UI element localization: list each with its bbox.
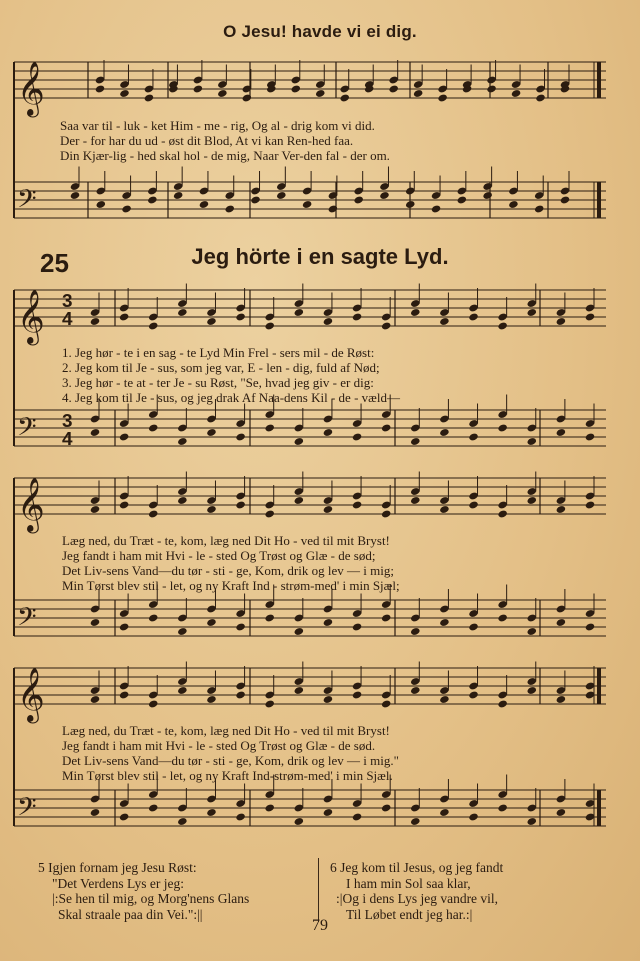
stanza-line: |:Se hen til mig, og Morg'nens Glans xyxy=(52,891,250,906)
note-head xyxy=(439,695,449,704)
lyric-line: 2. Jeg kom til Je - sus, som jeg var, E - len - dig, fuld af Nød; xyxy=(62,360,380,375)
note-head xyxy=(410,627,420,636)
note-head xyxy=(148,321,158,330)
lyric-line: Det Liv-sens Vand—du tør - sti - ge, Kom, drik og lev — i mig; xyxy=(62,563,394,578)
note-head xyxy=(235,312,245,321)
note-head xyxy=(90,695,100,704)
note-head xyxy=(250,195,260,204)
note-head xyxy=(90,808,100,817)
note-head xyxy=(468,690,478,699)
note-head xyxy=(144,93,154,102)
note-head xyxy=(177,496,187,505)
note-head xyxy=(148,509,158,518)
note-head xyxy=(381,803,391,812)
time-signature: 4 xyxy=(62,309,73,331)
note-head xyxy=(482,191,492,200)
note-head xyxy=(206,505,216,514)
note-head xyxy=(527,496,537,505)
note-head xyxy=(206,618,216,627)
note-head xyxy=(235,432,245,441)
note-head xyxy=(497,423,507,432)
note-head xyxy=(315,89,325,98)
note-head xyxy=(527,627,537,636)
lyric-line: Jeg fandt i ham mit Hvi - le - sted Og Trøst og Glæ - de sød. xyxy=(62,738,376,753)
note-head xyxy=(556,317,566,326)
note-head xyxy=(302,200,312,209)
bass-clef: 𝄢 xyxy=(17,413,37,448)
note-head xyxy=(585,500,595,509)
final-bar xyxy=(597,182,601,218)
note-head xyxy=(90,618,100,627)
note-head xyxy=(199,200,209,209)
lyric-line: Din Kjær-lig - hed skal hol - de mig, Naar Ver-den fal - der om. xyxy=(60,148,390,163)
note-head xyxy=(556,695,566,704)
note-head xyxy=(235,622,245,631)
note-head xyxy=(206,695,216,704)
lyric-line: Læg ned, du Træt - te, kom, læg ned Dit Ho - ved til mit Bryst! xyxy=(62,723,390,738)
hymn-number: 25 xyxy=(40,248,69,278)
note-head xyxy=(439,505,449,514)
note-head xyxy=(381,613,391,622)
note-head xyxy=(486,84,496,93)
system2-lyrics xyxy=(62,533,400,593)
time-signature: 3 xyxy=(62,411,73,433)
note-head xyxy=(535,93,545,102)
note-head xyxy=(206,428,216,437)
lyric-line: 4. Jeg kom til Je - sus, og jeg drak Af Naa-dens Kil - de - væld— xyxy=(62,390,400,405)
treble-clef: 𝄞 xyxy=(17,62,45,116)
note-head xyxy=(381,321,391,330)
note-head xyxy=(177,308,187,317)
lyric-line: Det Liv-sens Vand—du tør - sti - ge, Kom, drik og lev — i mig." xyxy=(62,753,399,768)
note-head xyxy=(148,803,158,812)
note-head xyxy=(206,317,216,326)
note-head xyxy=(381,509,391,518)
stanza-line: 6 Jeg kom til Jesus, og jeg fandt xyxy=(330,860,504,875)
note-head xyxy=(585,432,595,441)
note-head xyxy=(527,437,537,446)
note-head xyxy=(497,803,507,812)
note-head xyxy=(556,618,566,627)
note-head xyxy=(294,308,304,317)
note-head xyxy=(294,437,304,446)
note-head xyxy=(177,437,187,446)
note-head xyxy=(119,312,129,321)
note-head xyxy=(527,817,537,826)
note-head xyxy=(119,622,129,631)
final-bar xyxy=(597,790,601,826)
note-head xyxy=(264,321,274,330)
lyric-line: Min Tørst blev stil - let, og ny Kraft Ind - strøm-med' i min Sjæl; xyxy=(62,578,400,593)
treble-clef: 𝄞 xyxy=(17,478,45,532)
note-head xyxy=(294,627,304,636)
note-head xyxy=(556,428,566,437)
lyric-line: Saa var til - luk - ket Him - me - rig, Og al - drig kom vi did. xyxy=(60,118,375,133)
note-head xyxy=(323,505,333,514)
bass-clef: 𝄢 xyxy=(17,793,37,828)
stanza-6 xyxy=(330,860,503,922)
lyric-line: Læg ned, du Træt - te, kom, læg ned Dit Ho - ved til mit Bryst! xyxy=(62,533,390,548)
note-head xyxy=(527,308,537,317)
hymn-title: Jeg hörte i en sagte Lyd. xyxy=(191,244,449,269)
note-head xyxy=(556,505,566,514)
note-head xyxy=(534,204,544,213)
top-hymn-lyrics xyxy=(60,118,390,163)
note-head xyxy=(437,93,447,102)
note-head xyxy=(468,432,478,441)
note-head xyxy=(410,437,420,446)
note-head xyxy=(468,500,478,509)
note-head xyxy=(439,618,449,627)
note-head xyxy=(497,509,507,518)
note-head xyxy=(410,686,420,695)
note-head xyxy=(148,699,158,708)
note-head xyxy=(585,622,595,631)
note-head xyxy=(323,317,333,326)
top-hymn-title: O Jesu! havde vi ei dig. xyxy=(223,22,417,41)
note-head xyxy=(323,618,333,627)
note-head xyxy=(70,191,80,200)
note-head xyxy=(381,699,391,708)
lyric-line: 3. Jeg hør - te at - ter Je - su Røst, "Se, hvad jeg giv - er dig: xyxy=(62,375,374,390)
lyric-line: Der - for har du ud - øst dit Blod, At vi kan Ren-hed faa. xyxy=(60,133,354,148)
bass-clef: 𝄢 xyxy=(17,185,37,220)
note-head xyxy=(340,93,350,102)
note-head xyxy=(413,89,423,98)
note-head xyxy=(148,423,158,432)
note-head xyxy=(119,500,129,509)
note-head xyxy=(294,817,304,826)
final-bar xyxy=(597,62,601,98)
note-head xyxy=(439,317,449,326)
note-head xyxy=(585,312,595,321)
note-head xyxy=(96,200,106,209)
note-head xyxy=(148,613,158,622)
note-head xyxy=(388,84,398,93)
note-head xyxy=(235,690,245,699)
note-head xyxy=(431,204,441,213)
note-head xyxy=(119,812,129,821)
note-head xyxy=(352,622,362,631)
stanza-line: Skal straale paa din Vei.":|| xyxy=(58,906,203,922)
note-head xyxy=(235,812,245,821)
note-head xyxy=(119,89,129,98)
note-head xyxy=(468,622,478,631)
note-head xyxy=(90,428,100,437)
note-head xyxy=(405,200,415,209)
note-head xyxy=(90,505,100,514)
system3-lyrics xyxy=(62,723,399,783)
treble-clef: 𝄞 xyxy=(17,668,45,722)
page-number: 79 xyxy=(312,917,328,934)
note-head xyxy=(468,812,478,821)
note-head xyxy=(264,423,274,432)
note-head xyxy=(217,89,227,98)
note-head xyxy=(95,84,105,93)
note-head xyxy=(497,699,507,708)
note-head xyxy=(379,191,389,200)
stanza-5 xyxy=(38,860,249,922)
note-head xyxy=(352,312,362,321)
note-head xyxy=(352,432,362,441)
note-head xyxy=(439,808,449,817)
note-head xyxy=(410,496,420,505)
note-head xyxy=(276,191,286,200)
note-head xyxy=(323,428,333,437)
final-bar xyxy=(597,668,601,704)
lyric-line: Jeg fandt i ham mit Hvi - le - sted Og Trøst og Glæ - de sød; xyxy=(62,548,376,563)
note-head xyxy=(264,613,274,622)
time-signature: 3 xyxy=(62,291,73,313)
note-head xyxy=(497,321,507,330)
note-head xyxy=(225,204,235,213)
note-head xyxy=(497,613,507,622)
note-head xyxy=(291,84,301,93)
note-head xyxy=(527,686,537,695)
note-head xyxy=(352,690,362,699)
lyric-line: 1. Jeg hør - te i en sag - te Lyd Min Frel - sers mil - de Røst: xyxy=(62,345,375,360)
stanza-line: Til Løbet endt jeg har.:| xyxy=(346,906,473,922)
note-head xyxy=(352,500,362,509)
note-head xyxy=(264,699,274,708)
note-head xyxy=(264,803,274,812)
note-head xyxy=(508,200,518,209)
note-head xyxy=(560,195,570,204)
note-head xyxy=(264,509,274,518)
note-head xyxy=(353,195,363,204)
note-head xyxy=(468,312,478,321)
note-head xyxy=(410,817,420,826)
note-head xyxy=(381,423,391,432)
stanza-line: "Det Verdens Lys er jeg: xyxy=(52,875,184,891)
stanza-line: :|Og i dens Lys jeg vandre vil, xyxy=(336,891,499,906)
note-head xyxy=(352,812,362,821)
note-head xyxy=(90,317,100,326)
note-head xyxy=(173,191,183,200)
note-head xyxy=(193,84,203,93)
time-signature: 4 xyxy=(62,429,73,451)
note-head xyxy=(294,496,304,505)
note-head xyxy=(439,428,449,437)
note-head xyxy=(119,690,129,699)
bass-clef: 𝄢 xyxy=(17,603,37,638)
note-head xyxy=(206,808,216,817)
note-head xyxy=(119,432,129,441)
lyric-line: Min Tørst blev stil - let, og ny Kraft Ind-strøm-med' i min Sjæl. xyxy=(62,768,393,783)
note-head xyxy=(556,808,566,817)
note-head xyxy=(410,308,420,317)
system1-lyrics xyxy=(62,345,400,405)
note-head xyxy=(177,627,187,636)
note-head xyxy=(177,686,187,695)
note-head xyxy=(457,195,467,204)
stanza-line: I ham min Sol saa klar, xyxy=(346,875,471,891)
note-head xyxy=(323,695,333,704)
column-divider xyxy=(318,858,319,922)
note-head xyxy=(511,89,521,98)
note-head xyxy=(177,817,187,826)
stanza-line: 5 Igjen fornam jeg Jesu Røst: xyxy=(38,860,197,875)
note-head xyxy=(147,195,157,204)
note-head xyxy=(121,204,131,213)
treble-clef: 𝄞 xyxy=(17,290,45,344)
note-head xyxy=(235,500,245,509)
note-head xyxy=(323,808,333,817)
note-head xyxy=(294,686,304,695)
